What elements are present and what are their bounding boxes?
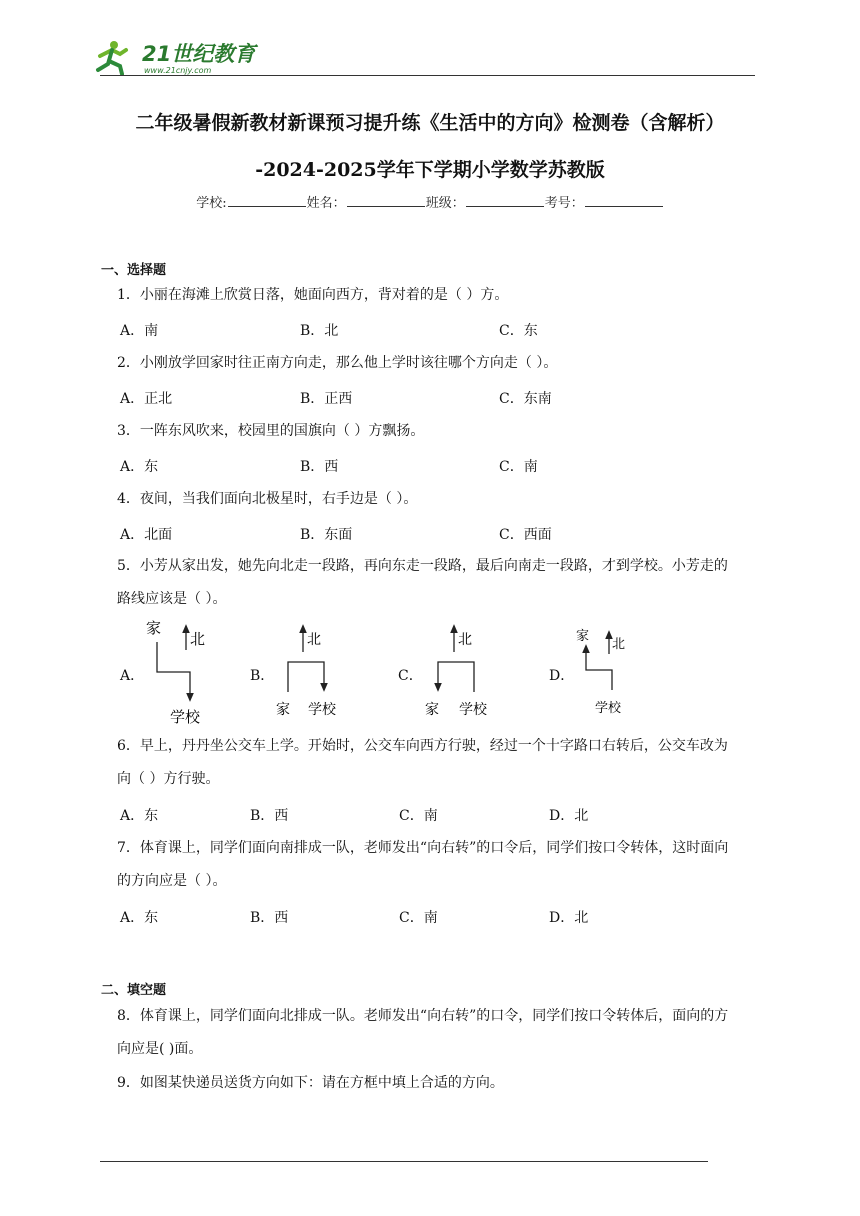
q7-option-d[interactable]: D．北 <box>549 910 589 926</box>
page-title: 二年级暑假新教材新课预习提升练《生活中的方向》检测卷（含解析） <box>135 112 725 134</box>
q1-option-b[interactable]: B．北 <box>300 323 339 339</box>
question-6-line1: 6．早上，丹丹坐公交车上学。开始时，公交车向西方行驶，经过一个十字路口右转后，公交车改为 <box>117 738 728 754</box>
question-3: 3．一阵东风吹来，校园里的国旗向（ ）方飘扬。 <box>117 423 425 439</box>
q5-diagram-c <box>420 622 500 722</box>
north-label: 北 <box>190 630 206 648</box>
question-4: 4．夜间，当我们面向北极星时，右手边是（ ）。 <box>117 491 418 507</box>
footer-divider <box>100 1161 708 1162</box>
home-label: 家 <box>425 702 439 718</box>
exam-no-label: 考号： <box>544 196 584 211</box>
q6-option-d[interactable]: D．北 <box>549 808 589 824</box>
q6-option-a[interactable]: A．东 <box>120 808 159 824</box>
q5-option-b[interactable]: B． <box>250 668 275 684</box>
q4-option-b[interactable]: B．东面 <box>300 527 353 543</box>
section-title-fill: 二、填空题 <box>101 983 167 998</box>
school-label: 学校 <box>595 701 622 716</box>
site-logo <box>92 36 262 80</box>
question-1: 1．小丽在海滩上欣赏日落，她面向西方，背对着的是（ ）方。 <box>117 287 509 303</box>
logo-runner-icon <box>92 36 262 80</box>
name-blank[interactable] <box>347 196 425 207</box>
q4-option-c[interactable]: C．西面 <box>499 527 552 543</box>
logo-main-text: 21世纪教育 <box>142 42 256 66</box>
north-label: 北 <box>307 632 321 648</box>
q7-option-b[interactable]: B．西 <box>250 910 289 926</box>
school-label: 学校 <box>170 708 201 726</box>
question-6-line2: 向（ ）方行驶。 <box>117 771 220 787</box>
exam-no-blank[interactable] <box>585 196 663 207</box>
question-5-line2: 路线应该是（ ）。 <box>117 591 227 607</box>
q6-option-c[interactable]: C．南 <box>399 808 438 824</box>
question-2: 2．小刚放学回家时往正南方向走，那么他上学时该往哪个方向走（ ）。 <box>117 355 558 371</box>
student-info-line <box>0 192 860 211</box>
q2-option-c[interactable]: C．东南 <box>499 391 552 407</box>
q7-option-c[interactable]: C．南 <box>399 910 438 926</box>
q3-option-a[interactable]: A．东 <box>120 459 159 475</box>
home-label: 家 <box>146 619 162 637</box>
name-label: 姓名： <box>306 196 346 211</box>
question-8-line2: 向应是( )面。 <box>117 1041 203 1057</box>
q2-option-a[interactable]: A．正北 <box>120 391 173 407</box>
school-label: 学校: <box>196 196 227 211</box>
q5-diagram-d <box>570 624 650 720</box>
question-8-line1: 8．体育课上，同学们面向北排成一队。老师发出“向右转”的口令，同学们按口令转体后，面向的方 <box>117 1008 729 1024</box>
q2-option-b[interactable]: B．正西 <box>300 391 353 407</box>
question-9: 9．如图某快递员送货方向如下：请在方框中填上合适的方向。 <box>117 1075 504 1091</box>
q5-option-a[interactable]: A． <box>120 668 145 684</box>
home-label: 家 <box>276 702 290 718</box>
q1-option-a[interactable]: A．南 <box>120 323 159 339</box>
q7-option-a[interactable]: A．东 <box>120 910 159 926</box>
logo-sub-text: www.21cnjy.com <box>144 66 212 75</box>
q5-option-c[interactable]: C． <box>398 668 423 684</box>
school-label: 学校 <box>308 702 336 718</box>
q1-option-c[interactable]: C．东 <box>499 323 538 339</box>
q6-option-b[interactable]: B．西 <box>250 808 289 824</box>
class-label: 班级： <box>425 196 465 211</box>
class-blank[interactable] <box>466 196 544 207</box>
school-label: 学校 <box>459 702 487 718</box>
section-title-choice: 一、选择题 <box>101 263 167 278</box>
q5-diagram-b <box>270 622 350 722</box>
q3-option-b[interactable]: B．西 <box>300 459 339 475</box>
q4-option-a[interactable]: A．北面 <box>120 527 173 543</box>
question-7-line2: 的方向应是（ ）。 <box>117 873 227 889</box>
question-5-line1: 5．小芳从家出发，她先向北走一段路，再向东走一段路，最后向南走一段路，才到学校。小芳走的 <box>117 558 728 574</box>
question-7-line1: 7．体育课上，同学们面向南排成一队，老师发出“向右转”的口令后，同学们按口令转体，这时面向 <box>117 840 729 856</box>
school-blank[interactable] <box>228 196 306 207</box>
header-divider <box>100 75 755 76</box>
q3-option-c[interactable]: C．南 <box>499 459 538 475</box>
north-label: 北 <box>458 632 472 648</box>
home-label: 家 <box>576 629 590 644</box>
page-subtitle: -2024-2025学年下学期小学数学苏教版 <box>255 159 605 181</box>
north-label: 北 <box>612 637 626 652</box>
q5-option-d[interactable]: D． <box>549 668 575 684</box>
q5-diagram-a <box>140 618 220 726</box>
